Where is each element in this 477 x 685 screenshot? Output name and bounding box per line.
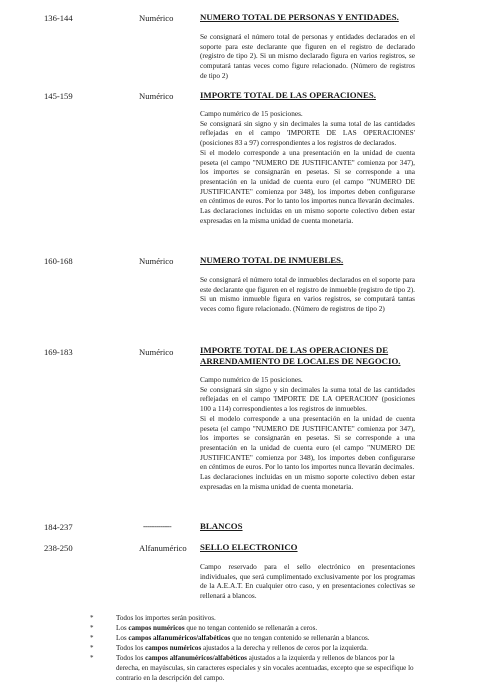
note-item: * Todos los importes serán positivos. — [90, 614, 216, 622]
field-title: BLANCOS — [200, 521, 243, 531]
field-position: 145-159 — [44, 91, 73, 101]
field-title: NUMERO TOTAL DE PERSONAS Y ENTIDADES. — [200, 12, 399, 22]
bullet-icon: * — [90, 634, 94, 642]
description-paragraph: Se consignará el número total de personas y entidades declarados en el soporte para este declarante que figuren en el registro de declarado (registro de tipo 2). Si un mismo declarado figura en varios registros, se computará tantas veces como figure relacionado. (Número de registros de tipo 2) — [200, 32, 415, 80]
field-description — [200, 109, 415, 225]
description-paragraph: Campo numérico de 15 posiciones. — [200, 375, 303, 384]
field-type: Alfanumérico — [139, 543, 187, 553]
field-position: 136-144 — [44, 13, 73, 23]
bullet-icon: * — [90, 644, 94, 652]
general-notes — [90, 613, 420, 683]
note-item: * Los campos alfanuméricos/alfabéticos que no tengan contenido se rellenarán a blancos. — [90, 634, 370, 642]
note-item: * Todos los campos numéricos ajustados a la derecha y rellenos de ceros por la izquierda. — [90, 644, 368, 652]
description-paragraph: Campo numérico de 15 posiciones. — [200, 109, 303, 118]
field-title — [200, 345, 401, 367]
field-title-line: ARRENDAMIENTO DE LOCALES DE NEGOCIO. — [200, 356, 401, 366]
description-paragraph: Las declaraciones incluidas en un mismo soporte colectivo deben estar expresadas en la misma unidad de cuenta monetaria. — [200, 206, 415, 225]
description-paragraph: Las declaraciones incluidas en un mismo soporte colectivo deben estar expresadas en la misma unidad de cuenta monetaria. — [200, 472, 415, 491]
field-position: 238-250 — [44, 543, 73, 553]
field-description — [200, 32, 415, 81]
field-position: 160-168 — [44, 256, 73, 266]
field-description — [200, 562, 415, 601]
description-paragraph: Si el modelo corresponde a una presentación en la unidad de cuenta peseta (el campo "NUMERO DE JUSTIFICANTE" comienza por 347), los importes se consignarán en pesetas. Si se corresponde a una presentación en la unidad de cuenta euro (el campo "NUMERO DE JUSTIFICANTE" comienza por 348), los importes deben configurarse en céntimos de euros. Por lo tanto los importes nunca llevarán decimales. — [200, 413, 415, 472]
bullet-icon: * — [90, 624, 94, 632]
field-type: Numérico — [139, 256, 174, 266]
field-position: 169-183 — [44, 347, 73, 357]
field-title: SELLO ELECTRONICO — [200, 542, 298, 552]
field-position: 184-237 — [44, 522, 73, 532]
field-title: NUMERO TOTAL DE INMUEBLES. — [200, 255, 344, 265]
field-type: Numérico — [139, 13, 174, 23]
field-description — [200, 375, 415, 491]
description-paragraph: Campo reservado para el sello electrónico en presentaciones individuales, que será cumplimentado exclusivamente por los programas de la A.E.A.T. En cualquier otro caso, y en presentaciones colectivas se rellenará a blancos. — [200, 562, 415, 601]
description-paragraph: Se consignará sin signo y sin decimales la suma total de las cantidades reflejadas en el campo 'IMPORTE DE LAS OPERACIONES' (posiciones 83 a 97) correspondientes a los registros de declarados. — [200, 118, 415, 148]
bullet-icon: * — [90, 614, 94, 622]
field-title-line: IMPORTE TOTAL DE LAS OPERACIONES DE — [200, 345, 389, 355]
field-type: Numérico — [139, 347, 174, 357]
bullet-icon: * — [90, 654, 94, 662]
field-description — [200, 275, 415, 314]
description-paragraph: Se consignará el número total de inmuebles declarados en el soporte para este declarante que figuren en el registro de inmueble (registro de tipo 2). Si un mismo inmueble figura en varios registros, se computará tantas veces como figure relacionado. (Número de registros de tipo 2) — [200, 275, 415, 314]
note-item: * Todos los campos alfanuméricos/alfabéticos ajustados a la izquierda y rellenos de blancos por la derecha, en mayúsculas, sin caracteres especiales y sin vocales acentuadas, excepto que se especifique lo contrario en la descripción del campo. — [90, 654, 414, 682]
description-paragraph: Se consignará sin signo y sin decimales la suma total de las cantidades reflejadas en el campo 'IMPORTE DE LA OPERACION' (posiciones 100 a 114) correspondientes a los registros de inmuebles. — [200, 384, 415, 414]
field-type: Numérico — [139, 91, 174, 101]
description-paragraph: Si el modelo corresponde a una presentación en la unidad de cuenta peseta (el campo "NUMERO DE JUSTIFICANTE" comienza por 347), los importes se consignarán en pesetas. Si se corresponde a una presentación en la unidad de cuenta euro (el campo "NUMERO DE JUSTIFICANTE" comienza por 348), los importes deben configurarse en céntimos de euros. Por lo tanto los importes nunca llevarán decimales. — [200, 147, 415, 206]
field-title: IMPORTE TOTAL DE LAS OPERACIONES. — [200, 90, 376, 100]
note-item: * Los campos numéricos que no tengan contenido se rellenarán a ceros. — [90, 624, 318, 632]
field-type: ------------- — [143, 522, 172, 531]
